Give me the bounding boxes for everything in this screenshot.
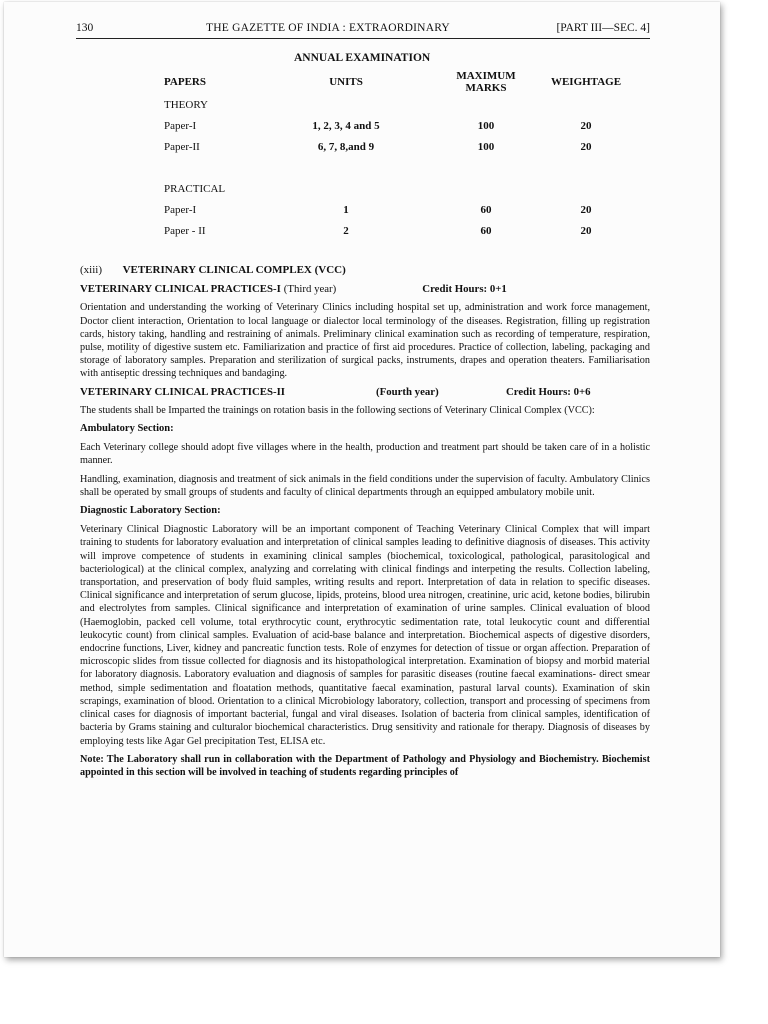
units: 1: [343, 203, 349, 216]
table-row: [164, 136, 636, 157]
practices2-year: (Fourth year): [376, 385, 439, 398]
weightage: 20: [580, 224, 592, 237]
units: 6, 7, 8,and 9: [317, 140, 375, 153]
page-header: [76, 22, 650, 34]
vcc-content: [80, 264, 650, 784]
exam-table: [164, 70, 636, 241]
practices2-text: The students shall be Imparted the trainings on rotation basis in the following sections of Veterinary Clinical Complex (VCC):: [80, 404, 595, 416]
document-page: [4, 2, 720, 957]
section-number: (xiii): [80, 264, 102, 276]
table-row: [164, 115, 636, 136]
col-header-max-marks: MAXIMUM MARKS: [456, 70, 516, 94]
max-marks: 60: [480, 203, 492, 216]
page-number: 130: [76, 22, 94, 34]
practices2-credit: Credit Hours: 0+6: [506, 385, 591, 398]
practical-label: PRACTICAL: [164, 182, 226, 195]
units: 1, 2, 3, 4 and 5: [312, 119, 380, 132]
col-header-units: UNITS: [329, 76, 363, 88]
max-marks: 60: [480, 224, 492, 237]
weightage: 20: [580, 203, 592, 216]
paper-name: Paper - II: [164, 224, 206, 237]
vcc-section-heading: [80, 264, 650, 277]
laboratory-note: Note: The Laboratory shall run in collaboration with the Department of Pathology and Physiology and Biochemistry. Biochemist appointed in this section will be involved in teaching of students regarding principles of: [80, 753, 650, 778]
paper-name: Paper-II: [164, 140, 200, 153]
table-row: [164, 199, 636, 220]
theory-label-row: [164, 94, 636, 115]
practices2-heading: [80, 386, 650, 399]
practices1-title: VETERINARY CLINICAL PRACTICES-I: [80, 283, 281, 296]
practices2-title: VETERINARY CLINICAL PRACTICES-II: [80, 385, 285, 398]
weightage: 20: [580, 119, 592, 132]
practices1-heading: [80, 283, 650, 296]
practices1-text: Orientation and understanding the working of Veterinary Clinics including hospital set up, administration and work force management, Doctor client interaction, Orientation to local language or dialector local terminology of the diseases. Registration, filling up registration cards, history taking, handling and restraining of animals. Preliminary clinical examination such as recording of temperature, respiration, pulse, motility of digestive sustem etc. Familiarization and practice of first aid procedures. Practice of collection, labeling, packaging and storage of laboratory samples. Preparation and sterilization of surgical packs, instruments, drapes and operation theaters. Familiarisation with antiseptic dressing techniques and bandaging.: [80, 302, 650, 380]
paper-name: Paper-I: [164, 203, 197, 216]
annual-exam-title: ANNUAL EXAMINATION: [294, 52, 431, 64]
paper-name: Paper-I: [164, 119, 197, 132]
ambulatory-p1: Each Veterinary college should adopt five villages where in the health, production and treatment part should be taken care of in a holistic manner.: [80, 442, 650, 467]
col-header-papers: PAPERS: [164, 76, 206, 88]
table-header-row: [164, 70, 636, 94]
practical-label-row: [164, 178, 636, 199]
max-marks: 100: [477, 119, 495, 132]
section-title: VETERINARY CLINICAL COMPLEX (VCC): [122, 264, 346, 276]
ambulatory-p2: Handling, examination, diagnosis and treatment of sick animals in the field conditions under the supervision of faculty. Ambulatory Clinics shall be operated by small groups of students and faculty of clinical departments through an equipped ambulatory mobile unit.: [80, 473, 650, 498]
gazette-title: THE GAZETTE OF INDIA : EXTRAORDINARY: [206, 22, 450, 34]
ambulatory-heading: Ambulatory Section:: [80, 423, 174, 435]
header-rule: [76, 38, 650, 39]
practices1-year: (Third year): [283, 283, 337, 296]
max-marks: 100: [477, 140, 495, 153]
practices1-credit: Credit Hours: 0+1: [422, 283, 507, 296]
table-row: [164, 220, 636, 241]
theory-label: THEORY: [164, 98, 208, 111]
units: 2: [343, 224, 349, 237]
col-header-weightage: WEIGHTAGE: [550, 76, 622, 88]
diagnostic-heading: Diagnostic Laboratory Section:: [80, 505, 221, 517]
weightage: 20: [580, 140, 592, 153]
part-section: [PART III—SEC. 4]: [556, 22, 650, 34]
diagnostic-text: Veterinary Clinical Diagnostic Laboratory will be an important component of Teaching Veterinary Clinical Complex that will impart training to students for laboratory evaluation and interpretation of clinical samples leading to definitive diagnosis of diseases. This activity will improve competence of students in examining clinical samples (biochemical, toxicological, pathological, parasitological and bacteriological) at the clinical complex, analyzing and correlating with clinical findings and interpeting the results. Collection labeling, transportation, and preservation of body fluid samples, writing results and report. Interpretation of data in relation to specific diseases. Clinical significance and interpretation of serum glucose, lipids, proteins, blood urea nitrogen, creatinine, uric acid, ketone bodies, bilirubin and electrolytes from samples. Clinical significance and interpretation of examination of urine samples. Clinical evaluation of blood (Haemoglobin, packed cell volume, total erythrocytic count, erythrocytic sedimentation rate, total leukocytic count and differential leukocytic count) from clinical samples. Evaluation of acid-base balance and interpretation. Biochemical aspects of digestive disorders, endocrine functions, Liver, kidney and pancreatic function tests. Role of enzymes for detection of tissue or organ affection. Preparation of microscopic slides from tissue collected for diagnosis and its histopathological interpretation. Examination of biopsy and morbid material for laboratory diagnosis. Laboratory evaluation and diagnosis of samples for parasitic diseases (routine faecal examinations- direct smear method, simple sedimentation and floatation methods, quantitative faecal examination, pastural larval counts). Examination of skin scrapings, examination of blood. Orientation to a clinical Microbiology laboratory, collection, transport and processing of specimens from clinical cases for diagnosis of important bacterial, fungal and viral diseases. Isolation of bacteria from clinical samples, identification of bacteria by Grams staining and culturalor biochemical characteristics. Drug sensitivity and rationale for therapy. Diagnosis of diseases by employing tests like Agar Gel precipitation Test, ELISA etc.: [80, 524, 650, 747]
table-spacer: [164, 157, 636, 178]
